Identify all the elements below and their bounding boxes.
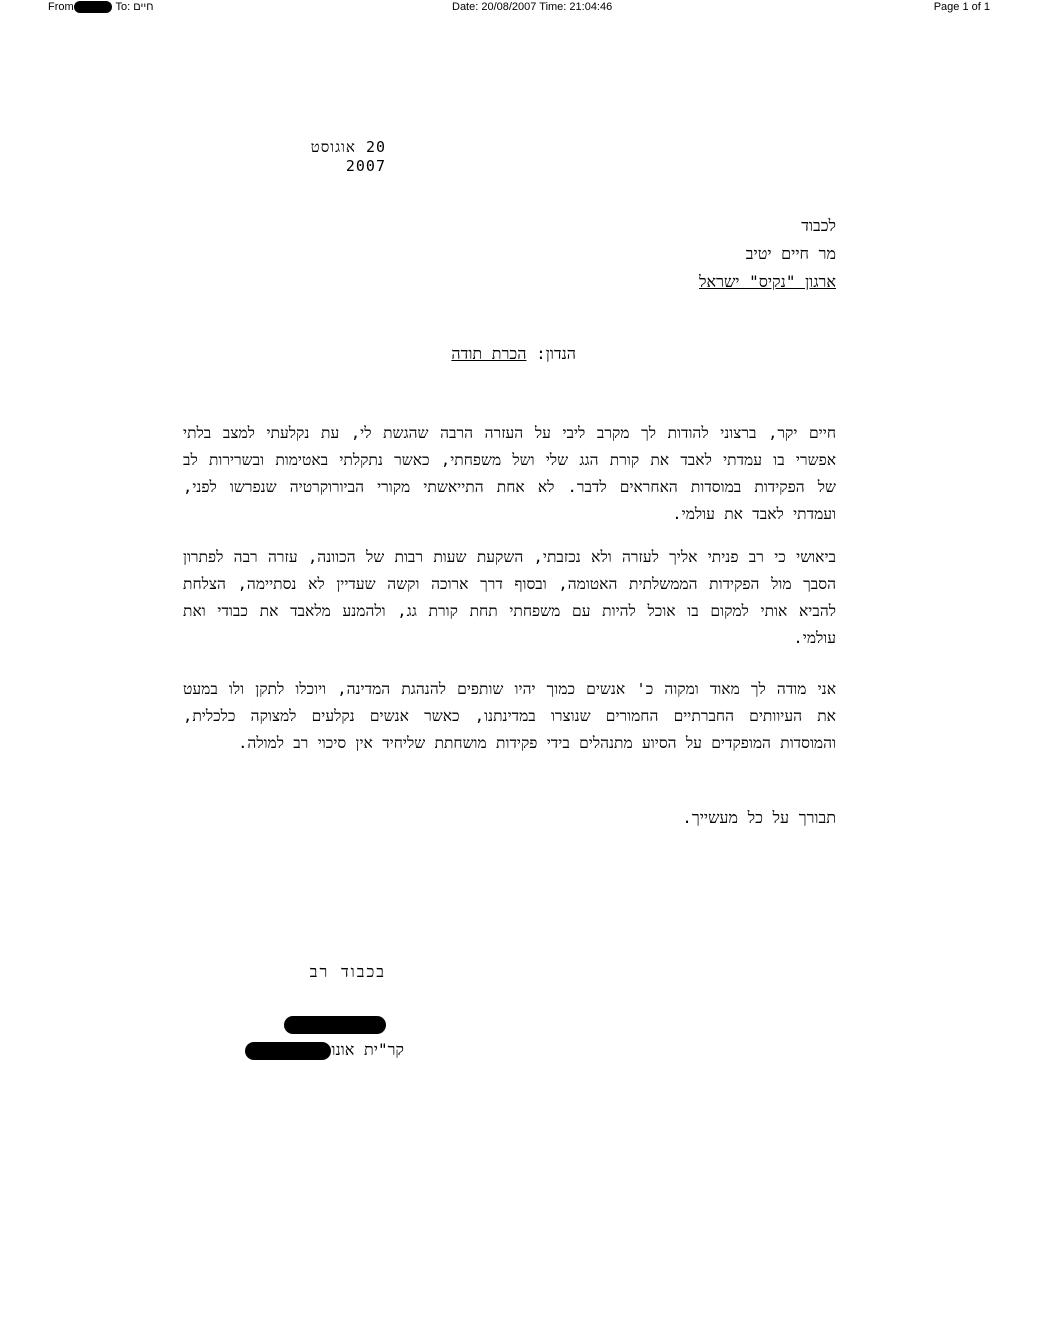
fax-from-to	[48, 0, 153, 14]
subject-text: הכרת תודה	[451, 344, 527, 363]
sender-address	[240, 1040, 404, 1060]
signature-redaction	[284, 1016, 386, 1034]
paragraph-1: חיים יקר, ברצוני להודות לך מקרב ליבי על העזרה הרבה שהגשת לי, עת נקלעתי למצב בלתי אפשרי בו עמדתי לאבד את קורת הגג שלי ושל משפחתי, כאשר נתקלתי באטימות ובשרירות לב של הפקידות במוסדות האחראים לדבר. לא אחת התייאשתי מקורי הביורוקרטיה שנפרשו לפני, ועמדתי לאבד את עולמי.	[183, 424, 836, 523]
fax-date-time: Date: 20/08/2007 Time: 21:04:46	[452, 1, 613, 13]
fax-from-label: From	[48, 1, 74, 13]
fax-header	[0, 0, 1037, 16]
letter-date: 20 אוגוסט 2007	[310, 138, 386, 175]
fax-page-number: Page 1 of 1	[933, 1, 990, 13]
fax-to-label: To: חיים	[115, 1, 154, 13]
closing-line: תבורך על כל מעשייך.	[682, 808, 836, 827]
address-redaction	[245, 1042, 331, 1060]
recipient-name: מר חיים יטיב	[745, 244, 836, 263]
subject-line	[380, 344, 576, 364]
paragraph-3: אני מודה לך מאוד ומקוה כ' אנשים כמוך יהיו שותפים להנהגת המדינה, ויוכלו לתקן ולו במעט את העיוותים החברתיים החמורים שנוצרו במדינתנו, כאשר אנשים נקלעים למצוקה כלכלית, והמוסדות המופקדים על הסיוע מתנהלים בידי פקידות מושחתת שליחיד אין סיכוי רב למולה.	[183, 680, 836, 752]
paragraph-2: ביאושי כי רב פניתי אליך לעזרה ולא נכזבתי, השקעת שעות רבות של הכוונה, עזרה רבה לפתרון הסבך מול הפקידות הממשלתית האטומה, ובסוף דרך ארוכה וקשה שעדיין לא נסתיימה, הצלחת להביא אותי למקום בו אוכל להיות עם משפחתי תחת קורת גג, ולהמנע מלאבד את כבודי ואת עולמי.	[183, 548, 836, 647]
signoff: בכבוד רב	[309, 962, 386, 981]
recipient-block	[560, 212, 836, 296]
sender-city: קר"ית אונו	[331, 1040, 404, 1059]
redaction-mark	[74, 1, 112, 13]
subject-label: הנדון:	[536, 344, 576, 363]
recipient-organization: ארגון "נקיס" ישראל	[699, 272, 836, 291]
recipient-salutation: לכבוד	[801, 216, 836, 235]
